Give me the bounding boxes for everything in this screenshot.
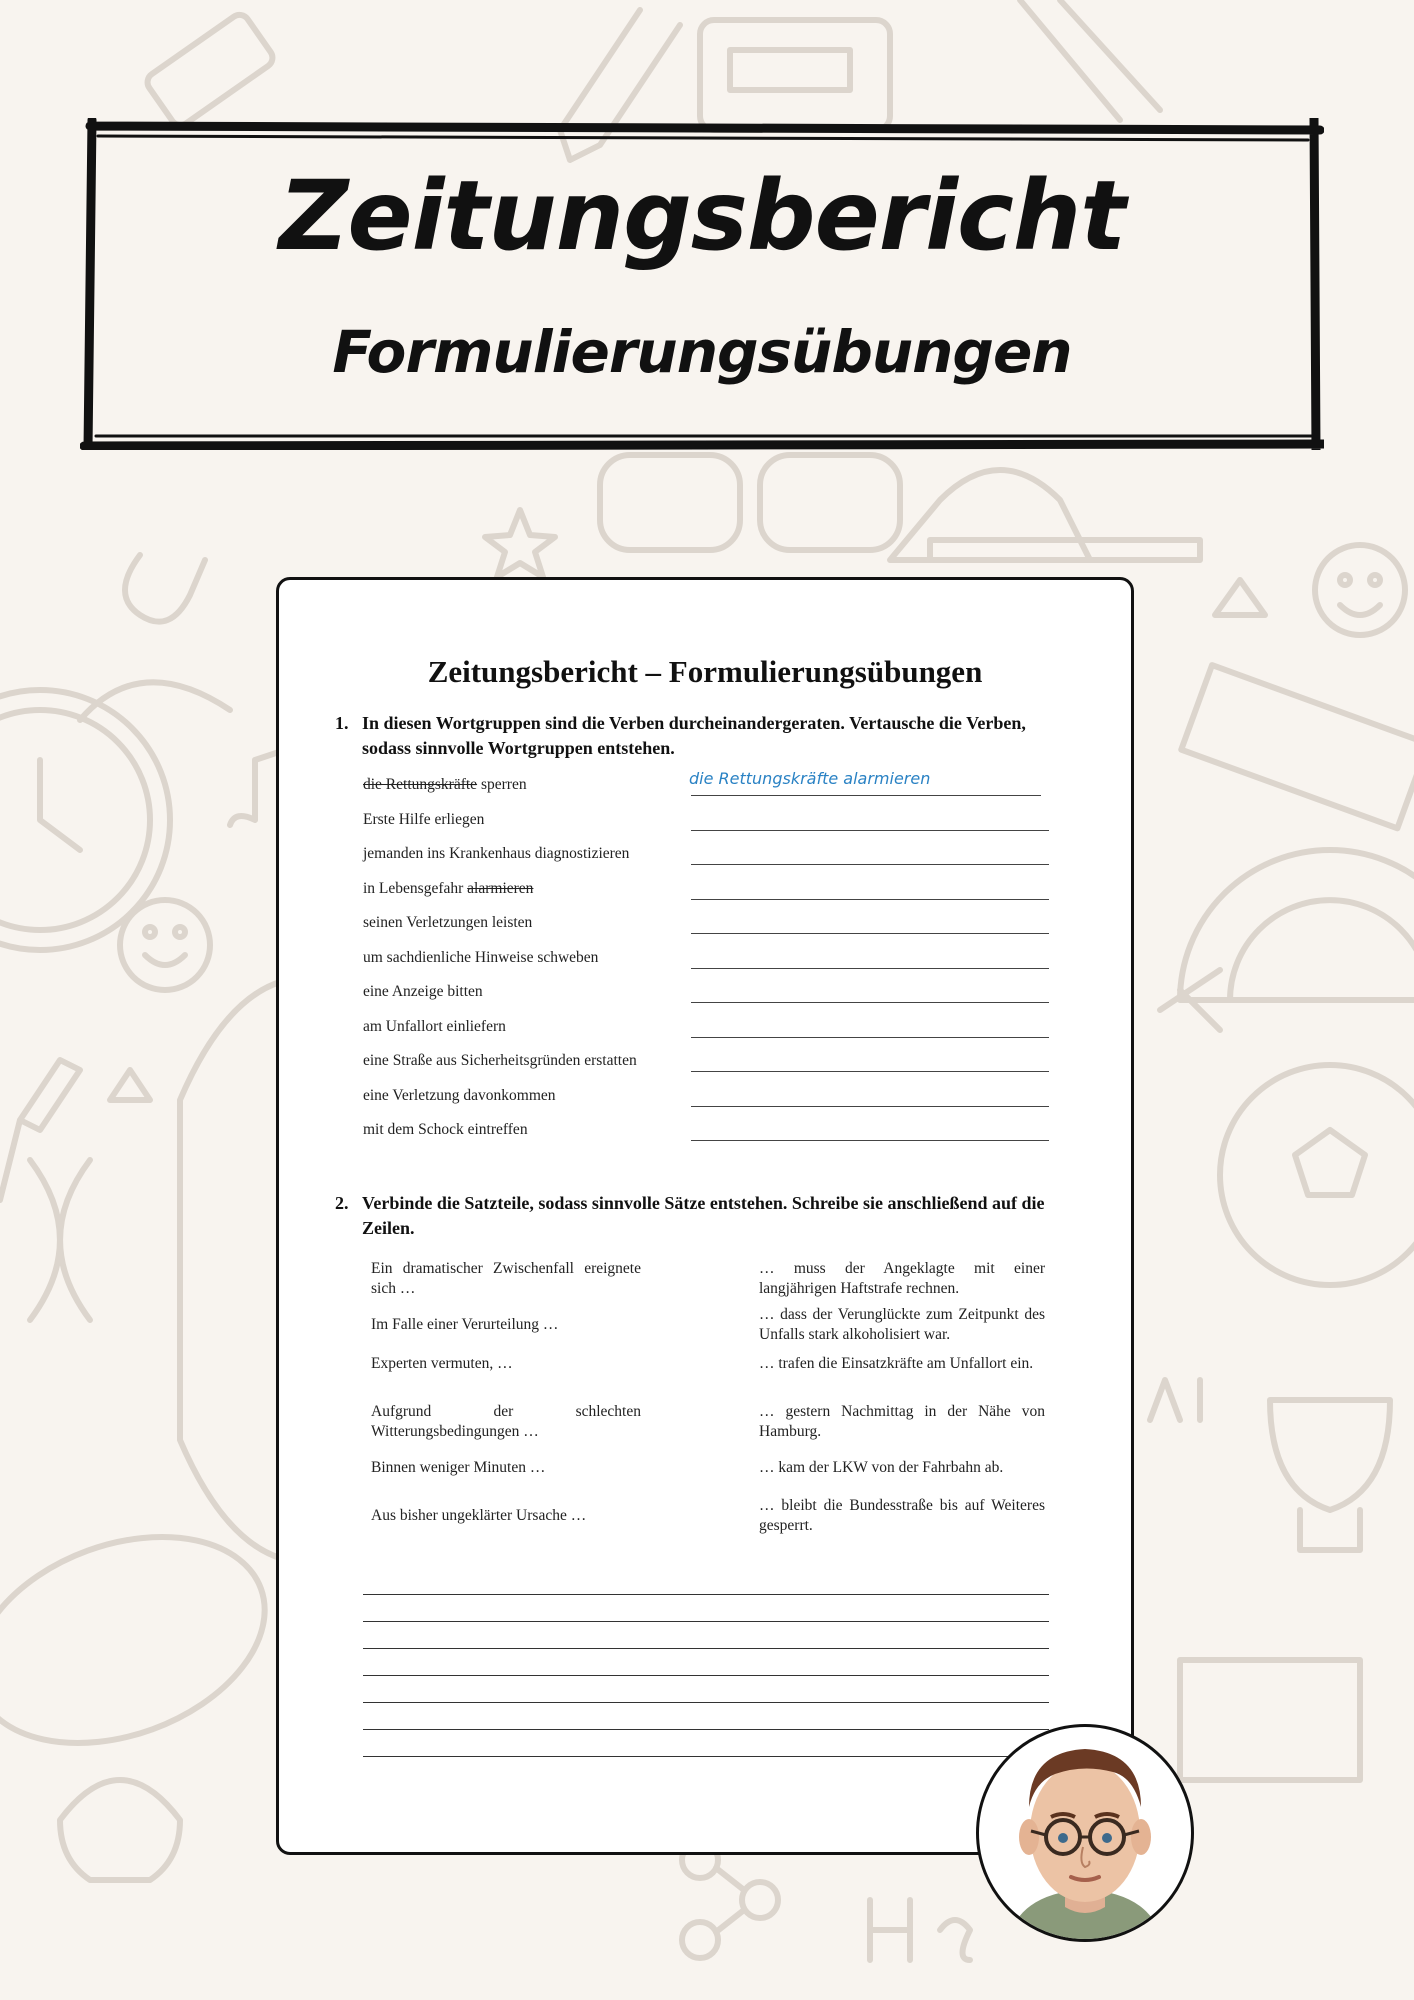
answer-line[interactable] (691, 899, 1049, 900)
sentence-start[interactable]: Experten vermuten, … (371, 1355, 513, 1372)
phrase-text: mit dem Schock eintreffen (363, 1121, 528, 1138)
triangle-icon (1215, 580, 1265, 615)
phrase-text: am Unfallort einliefern (363, 1017, 506, 1035)
exercise-row (363, 1081, 1073, 1115)
phrase-text: eine Anzeige bitten (363, 983, 483, 1000)
exercise-row (363, 839, 1073, 873)
phrase-text: jemanden ins Krankenhaus diagnostizieren (363, 845, 630, 862)
exercise-row (363, 874, 1073, 908)
stamp-icon (1180, 1660, 1360, 1780)
phrase-text: Erste Hilfe erliegen (363, 810, 485, 828)
answer-line[interactable] (691, 1106, 1049, 1107)
lightbulb-icon (60, 1780, 180, 1880)
answer-line[interactable] (691, 1037, 1049, 1038)
phrase-text: um sachdienliche Hinweise schweben (363, 948, 599, 966)
worksheet-card (276, 577, 1134, 1855)
phrase-text: in Lebensgefahr (363, 879, 468, 897)
answer-line[interactable] (691, 795, 1041, 796)
task-1-instruction (335, 711, 1075, 761)
struck-text: alarmieren (467, 879, 534, 897)
sentence-start[interactable]: Aufgrund der schlechten Witterungsbedingungen … (371, 1403, 641, 1440)
sentence-end[interactable]: … dass der Verunglückte zum Zeitpunkt des Unfalls stark alkoholisiert war. (759, 1306, 1045, 1343)
sentence-end[interactable]: … bleibt die Bundesstraße bis auf Weiteres gesperrt. (759, 1497, 1045, 1534)
paperclip-icon (125, 555, 205, 622)
glasses-icon (600, 455, 900, 550)
boy-with-glasses-illustration (979, 1727, 1191, 1939)
ruler-icon (1181, 665, 1414, 828)
answer-line[interactable] (691, 968, 1049, 969)
answer-line[interactable] (691, 1002, 1049, 1003)
sentence-start[interactable]: Aus bisher ungeklärter Ursache … (371, 1507, 587, 1524)
smiley-icon (1315, 545, 1405, 635)
writing-line[interactable] (363, 1729, 1049, 1730)
exercise-row (363, 943, 1073, 977)
phrase-text: eine Straße aus Sicherheitsgründen erstatten (363, 1052, 637, 1069)
trophy-icon (1270, 1400, 1390, 1550)
clock-icon (0, 690, 170, 950)
answer-line[interactable] (691, 864, 1049, 865)
soccer-ball-icon (1220, 1065, 1414, 1285)
sentence-end[interactable]: … trafen die Einsatzkräfte am Unfallort ein. (759, 1355, 1034, 1372)
eraser-icon (144, 11, 277, 129)
answer-line[interactable] (691, 1140, 1049, 1141)
avatar (976, 1724, 1194, 1942)
task-2-instruction (335, 1191, 1075, 1241)
answer-line[interactable] (691, 830, 1049, 831)
abc-icon (1150, 1380, 1200, 1420)
writing-line[interactable] (363, 1621, 1049, 1622)
triangle-icon (110, 1070, 150, 1100)
worksheet-title: Zeitungsbericht – Formulierungsübungen (427, 654, 983, 689)
struck-text: die Rettungskräfte (363, 776, 478, 793)
writing-line[interactable] (363, 1702, 1049, 1703)
star-icon (485, 510, 555, 577)
task-text: Verbinde die Satzteile, sodass sinnvolle Sätze entstehen. Schreibe sie anschließend auf die Zeilen. (362, 1193, 1045, 1238)
writing-line[interactable] (363, 1756, 1049, 1757)
exercise-row (363, 908, 1073, 942)
sentence-end[interactable]: … kam der LKW von der Fahrbahn ab. (759, 1459, 1004, 1476)
calculator-icon (700, 20, 890, 130)
phrase (363, 880, 533, 898)
exercise-row (363, 977, 1073, 1011)
task-text: In diesen Wortgruppen sind die Verben durcheinandergeraten. Vertausche die Verben, sodass sinnvolle Wortgruppen entstehen. (362, 713, 1026, 758)
smiley-icon (120, 900, 210, 990)
writing-line[interactable] (363, 1594, 1049, 1595)
bell-icon (80, 682, 230, 720)
molecule-icon (682, 1842, 778, 1958)
stapler-icon (890, 470, 1200, 560)
example-answer: die Rettungskräfte alarmieren (689, 769, 931, 788)
pencil-icon (1020, 0, 1160, 120)
exercise-row (363, 1012, 1073, 1046)
sentence-end[interactable]: … muss der Angeklagte mit einer langjährigen Haftstrafe rechnen. (759, 1260, 1045, 1297)
page-title: Zeitungsbericht (278, 160, 1126, 272)
task-number: 2. (335, 1193, 349, 1213)
exercise-row (363, 1046, 1073, 1080)
sentence-start[interactable]: Ein dramatischer Zwischenfall ereignete sich … (371, 1260, 641, 1297)
task-number: 1. (335, 713, 349, 733)
phrase-text: eine Verletzung davonkommen (363, 1086, 556, 1104)
writing-line[interactable] (363, 1648, 1049, 1649)
sentence-start[interactable]: Im Falle einer Verurteilung … (371, 1316, 559, 1333)
title-banner (80, 118, 1324, 450)
phrase (363, 776, 527, 794)
dna-icon (30, 1160, 90, 1320)
page-subtitle: Formulierungsübungen (332, 318, 1072, 386)
exercise-row (363, 1115, 1073, 1149)
phrase-text: sperren (477, 776, 527, 793)
exercise-row (363, 770, 1073, 804)
formula-icon (870, 1900, 970, 1960)
answer-line[interactable] (691, 933, 1049, 934)
sentence-start[interactable]: Binnen weniger Minuten … (371, 1459, 546, 1476)
protractor-icon (1180, 850, 1414, 1000)
sentence-end[interactable]: … gestern Nachmittag in der Nähe von Hamburg. (759, 1403, 1045, 1440)
answer-line[interactable] (691, 1071, 1049, 1072)
phrase-text: seinen Verletzungen leisten (363, 914, 533, 931)
exercise-row (363, 805, 1073, 839)
writing-line[interactable] (363, 1675, 1049, 1676)
